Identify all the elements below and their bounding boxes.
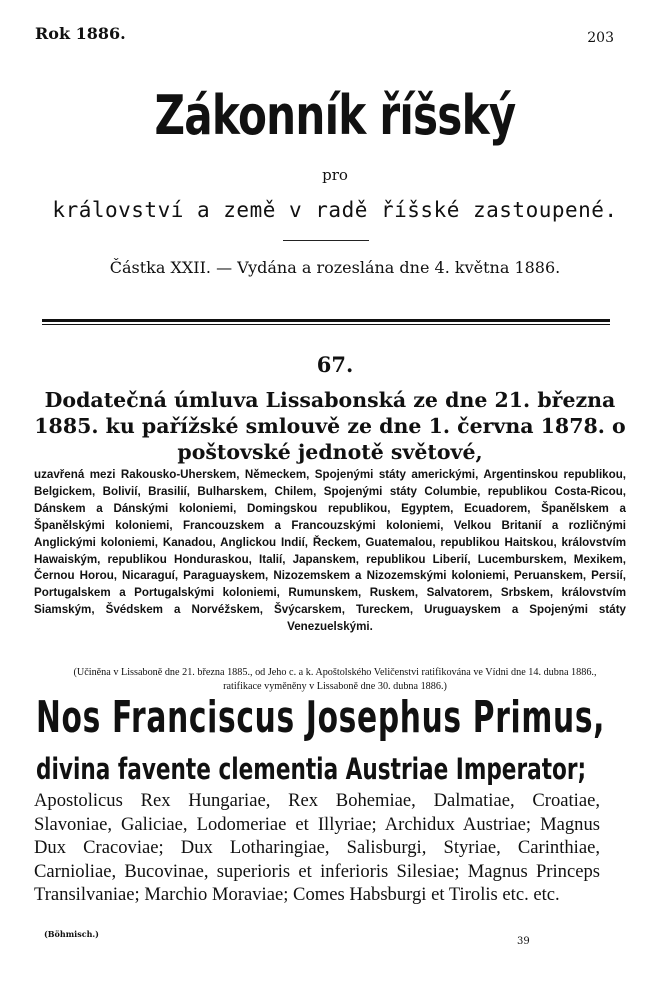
article-number: 67. — [316, 352, 354, 377]
ratification-note: (Učiněna v Lissaboně dne 21. března 1885., od Jeho c. a k. Apoštolského Veličenstvi ratifikována ve Vídni dne 14. dubna 1886., ratifikace vyměněny v Lissaboně dne 30. dubna 1886.) — [73, 667, 597, 692]
gazette-pro: pro — [322, 166, 348, 184]
thin-divider — [42, 324, 610, 325]
gazette-subtitle: království a země v radě říšské zastoupené. — [52, 198, 618, 222]
page-number: 203 — [587, 30, 614, 46]
sovereign-titles-body: Apostolicus Rex Hungariae, Rex Bohemiae, Dalmatiae, Croatiae, Slavoniae, Galiciae, Lodomeriae et Illyriae; Archidux Austriae; Magnus Dux Cracoviae; Dux Lotharingiae, Salisburgi, Styriae, Carinthiae, Carnioliae, Bucovinae, superioris et inferioris Silesiae; Magnus Princeps Transilvaniae; Marchio Moraviae; Comes Habsburgi et Tirolis etc. etc. — [34, 790, 600, 905]
sovereign-name: Nos Franciscus Josephus Primus, — [36, 692, 606, 743]
gazette-title: Zákonník říšský — [154, 84, 516, 147]
treaty-parties: uzavřená mezi Rakousko-Uherskem, Německem, Spojenými státy americkými, Argentinskou republikou, Belgickem, Bolivií, Brasilií, Bulharskem, Chilem, Spojenými státy Columbie, republikou Costa-Ricou, Dánskem a Dánskými koloniemi, Domingskou republikou, Egyptem, Ecuadorem, Španělskem a Španělskými koloniemi, Francouzskem a Francouzskými koloniemi, Velkou Britanií a rozličnými Anglickými koloniemi, Kanadou, Anglickou Indií, Řeckem, Guatemalou, republikou Haitskou, královstvím Hawaiským, republikou Honduraskou, Italií, Japanskem, republikou Liberií, Lucemburskem, Mexikem, Černou Horou, Nicaraguí, Paraguayskem, Nizozemskem a Nizozemskými koloniemi, Peruanskem, Persií, Portugalskem a Portugalskými koloniemi, Rumunskem, Ruskem, Salvatorem, Srbskem, královstvím Siamským, Švédskem a Norvéžskem, Švýcarskem, Tureckem, Uruguayskem a Spojenými státy Venezuelskými. — [34, 468, 626, 634]
year-header: Rok 1886. — [35, 24, 126, 43]
sovereign-title: divina favente clementia Austriae Imperator; — [36, 752, 587, 786]
short-divider — [283, 240, 369, 241]
signature-number: 39 — [517, 936, 530, 947]
article-title: Dodatečná úmluva Lissabonská ze dne 21. března 1885. ku pařížské smlouvě ze dne 1. června 1878. o poštovské jednotě světové, — [34, 388, 626, 464]
thick-divider — [42, 319, 610, 322]
issue-line: Částka XXII. — Vydána a rozeslána dne 4. května 1886. — [109, 258, 561, 277]
language-note: (Böhmisch.) — [44, 929, 99, 939]
